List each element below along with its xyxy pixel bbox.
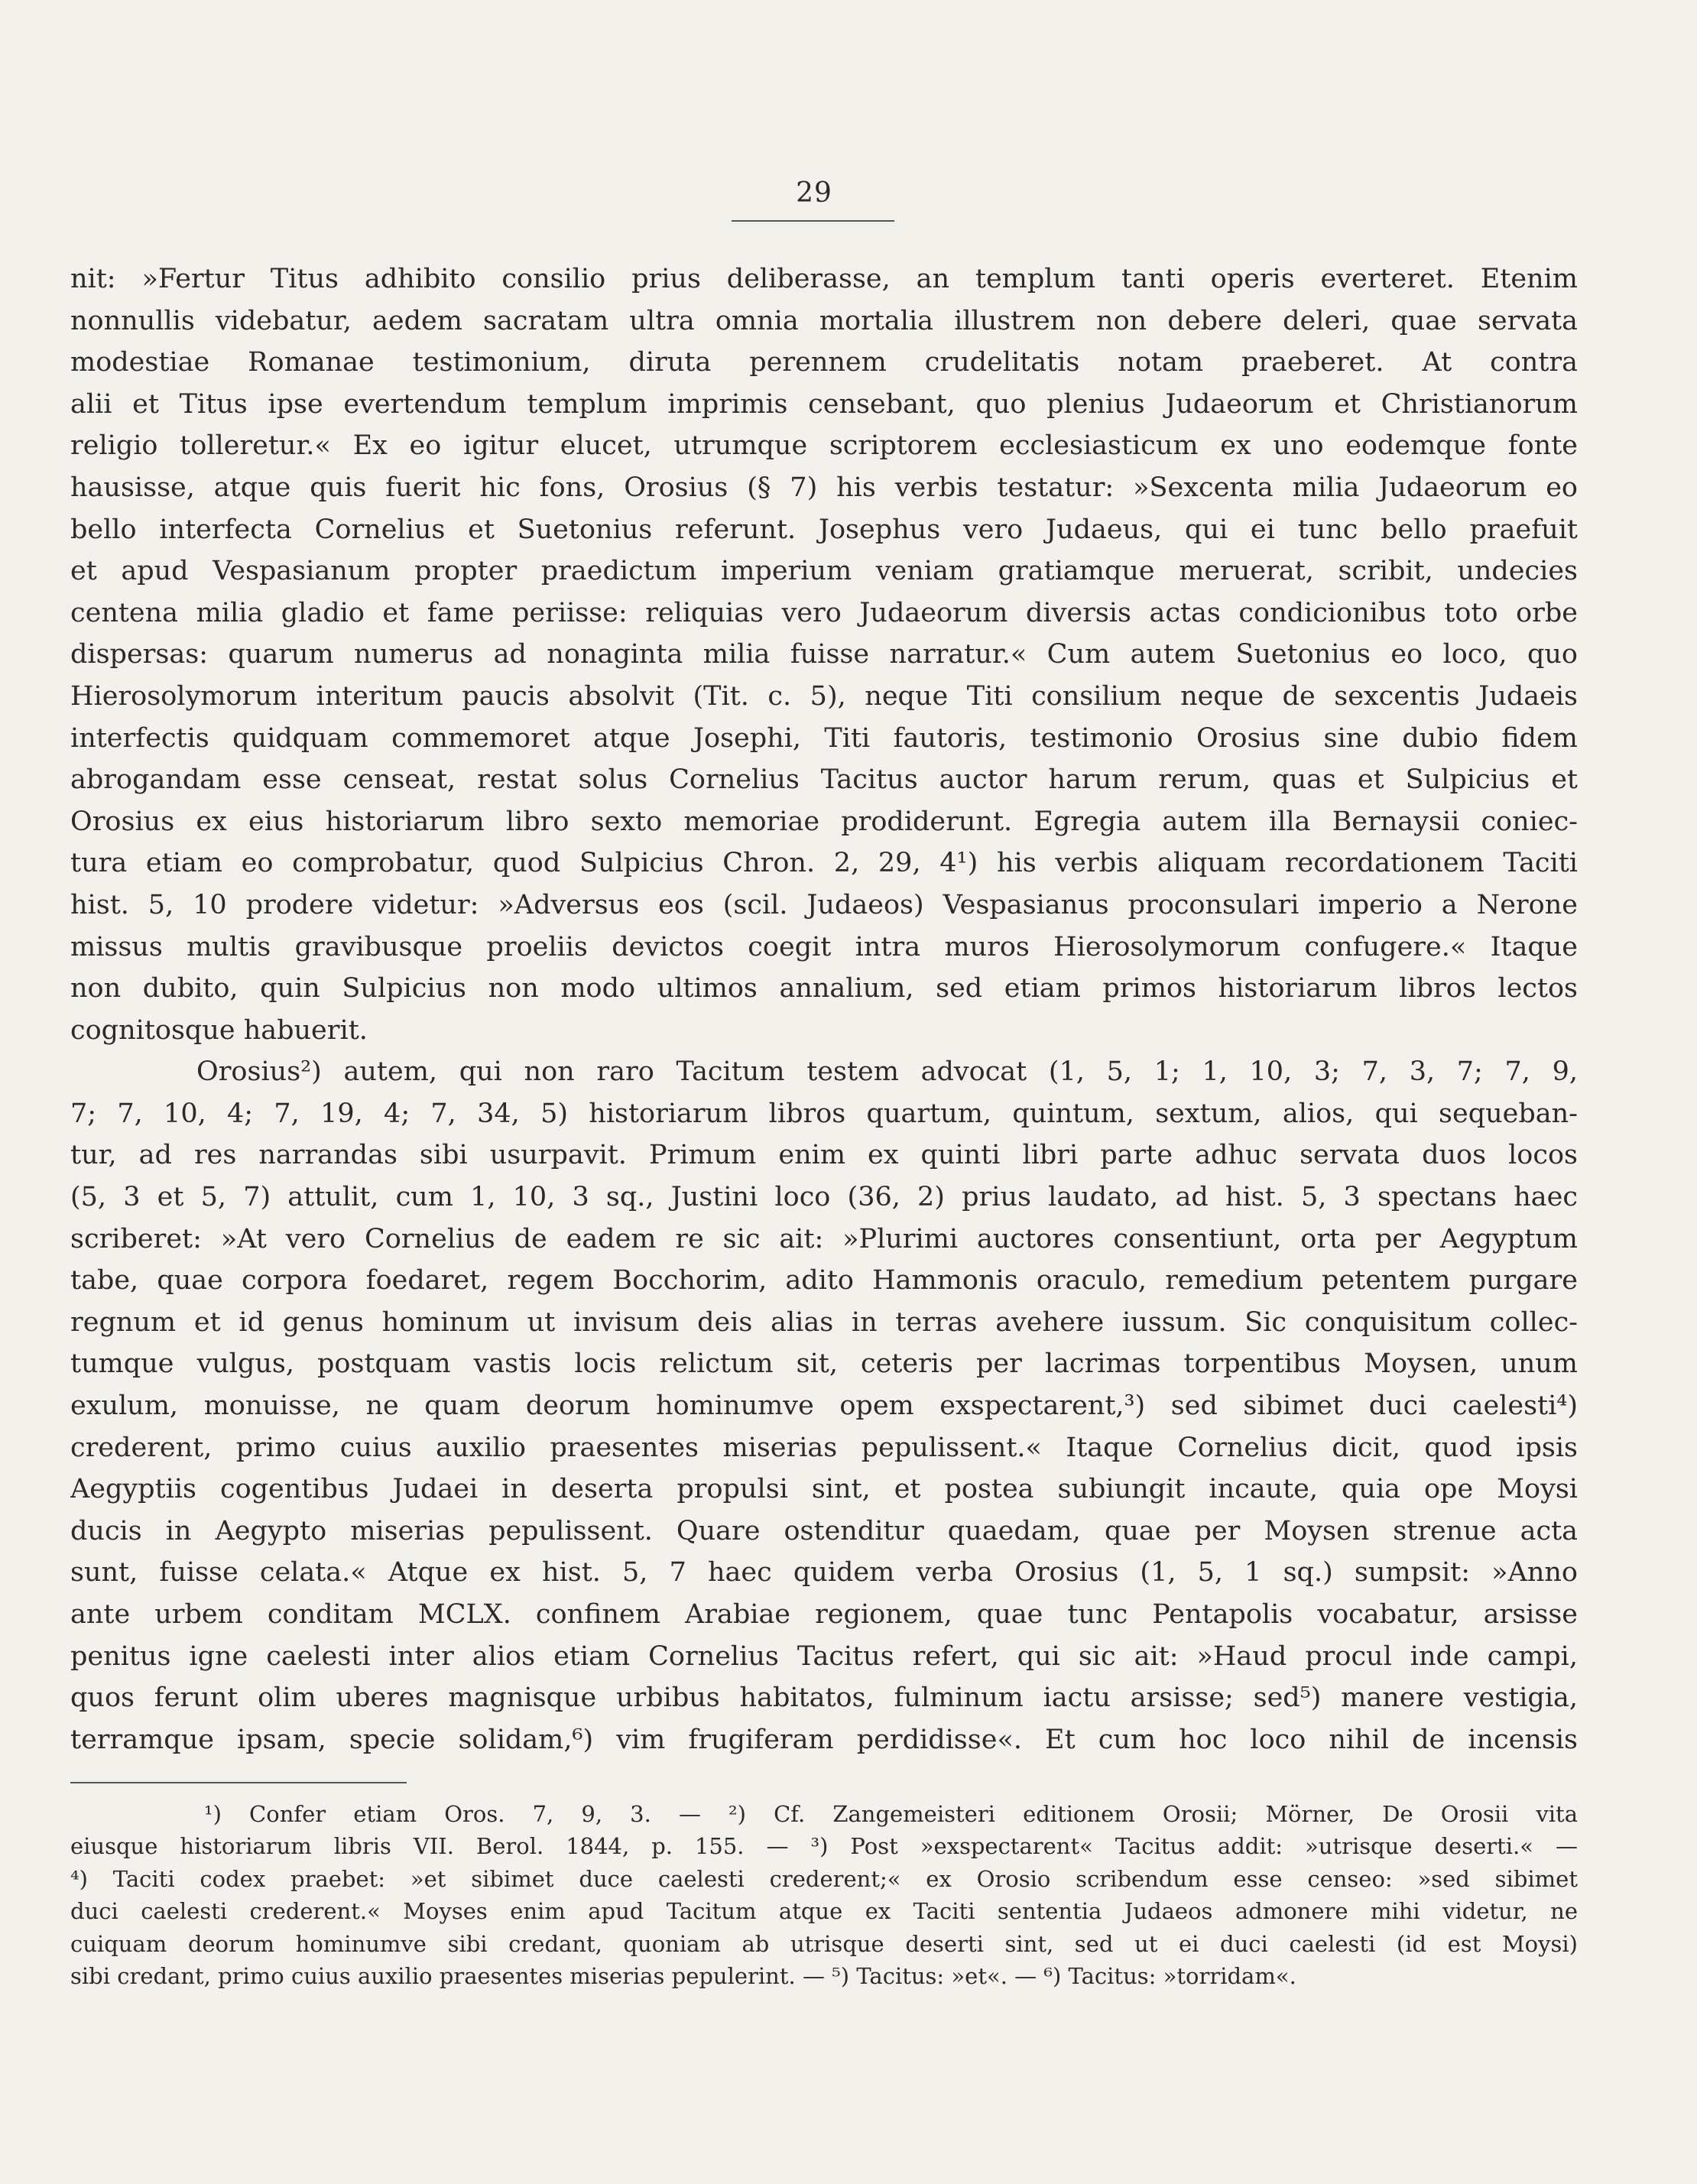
page-number: 29 [796, 177, 832, 209]
footnote-rule [70, 1782, 407, 1783]
text-line: missus multis gravibusque proeliis devictos coegit intra muros Hierosolymorum confugere.« Itaque [70, 931, 1578, 962]
text-line: terramque ipsam, specie solidam,⁶) vim frugiferam perdidisse«. Et cum hoc loco nihil de incensis [70, 1724, 1578, 1755]
text-line: alii et Titus ipse evertendum templum imprimis censebant, quo plenius Judaeorum et Christianorum [70, 388, 1578, 420]
text-line: ducis in Aegypto miserias pepulissent. Quare ostenditur quaedam, quae per Moysen strenue acta [70, 1515, 1578, 1546]
text-line: nit: »Fertur Titus adhibito consilio prius deliberasse, an templum tanti operis everteret. Etenim [70, 264, 1578, 294]
text-line: tabe, quae corpora foedaret, regem Bocchorim, adito Hammonis oraculo, remedium petentem purgare [70, 1265, 1578, 1296]
text-line: centena milia gladio et fame periisse: reliquias vero Judaeorum diversis actas condicionibus toto orbe [70, 597, 1578, 628]
text-line: Hierosolymorum interitum paucis absolvit (Tit. c. 5), neque Titi consilium neque de sexcentis Judaeis [70, 680, 1578, 712]
text-line: tur, ad res narrandas sibi usurpavit. Primum enim ex quinti libri parte adhuc servata duos locos [70, 1140, 1578, 1171]
footnote-line: ⁴) Taciti codex praebet: »et sibimet duce caelesti crederent;« ex Orosio scribendum esse censeo: »sed sibimet [70, 1865, 1578, 1892]
text-line: non dubito, quin Sulpicius non modo ultimos annalium, sed etiam primos historiarum libros lectos [70, 973, 1578, 1004]
text-line: sunt, fuisse celata.« Atque ex hist. 5, 7 haec quidem verba Orosius (1, 5, 1 sq.) sumpsit: »Anno [70, 1557, 1578, 1589]
footnote-line: cuiquam deorum hominumve sibi credant, quoniam ab utrisque deserti sint, sed ut ei duci caelesti (id est Moysi) [70, 1930, 1578, 1957]
text-line: scriberet: »At vero Cornelius de eadem re sic ait: »Plurimi auctores consentiunt, orta per Aegyptum [70, 1223, 1578, 1254]
text-line: regnum et id genus hominum ut invisum deis alias in terras avehere iussum. Sic conquisitum collec- [70, 1306, 1578, 1338]
text-line: tura etiam eo comprobatur, quod Sulpicius Chron. 2, 29, 4¹) his verbis aliquam recordationem Taciti [70, 848, 1578, 879]
text-line: dispersas: quarum numerus ad nonaginta milia fuisse narratur.« Cum autem Suetonius eo loco, quo [70, 639, 1578, 670]
text-line: exulum, monuisse, ne quam deorum hominumve opem exspectarent,³) sed sibimet duci caelesti⁴) [70, 1391, 1578, 1422]
footnote-line: eiusque historiarum libris VII. Berol. 1844, p. 155. — ³) Post »exspectarent« Tacitus addit: »utrisque deserti.« — [70, 1833, 1578, 1860]
text-line: hist. 5, 10 prodere videtur: »Adversus eos (scil. Judaeos) Vespasianus proconsulari imperio a Nerone [70, 889, 1578, 920]
text-line: religio tolleretur.« Ex eo igitur elucet, utrumque scriptorem ecclesiasticum ex uno eodemque fonte [70, 430, 1578, 462]
page-number-rule [732, 220, 894, 222]
text-line: modestiae Romanae testimonium, diruta perennem crudelitatis notam praeberet. At contra [70, 347, 1578, 378]
text-line: nonnullis videbatur, aedem sacratam ultra omnia mortalia illustrem non debere deleri, quae servata [70, 305, 1578, 336]
footnote-line: duci caelesti crederent.« Moyses enim apud Tacitum atque ex Taciti sententia Judaeos admonere mihi videtur, ne [70, 1898, 1578, 1925]
text-line: bello interfecta Cornelius et Suetonius referunt. Josephus vero Judaeus, qui ei tunc bello praefuit [70, 514, 1578, 545]
body-text [70, 258, 1578, 1761]
footnote-line: ¹) Confer etiam Oros. 7, 9, 3. — ²) Cf. Zangemeisteri editionem Orosii; Mörner, De Orosii vita [204, 1801, 1578, 1827]
text-line: penitus igne caelesti inter alios etiam Cornelius Tacitus refert, qui sic ait: »Haud procul inde campi, [70, 1640, 1578, 1672]
footnote-line: sibi credant, primo cuius auxilio praesentes miserias pepulerint. — ⁵) Tacitus: »et«. — ⁶) Tacitus: »torridam«. [70, 1962, 1296, 1989]
text-line: Aegyptiis cogentibus Judaei in deserta propulsi sint, et postea subiungit incaute, quia ope Moysi [70, 1474, 1578, 1505]
text-line: cognitosque habuerit. [70, 1014, 368, 1046]
text-line: Orosius ex eius historiarum libro sexto memoriae prodiderunt. Egregia autem illa Bernaysii coniec- [70, 806, 1578, 837]
text-line: tumque vulgus, postquam vastis locis relictum sit, ceteris per lacrimas torpentibus Moysen, unum [70, 1348, 1578, 1380]
text-line: quos ferunt olim uberes magnisque urbibus habitatos, fulminum iactu arsisse; sed⁵) manere vestigia, [70, 1683, 1578, 1714]
text-line: ante urbem conditam MCLX. confinem Arabiae regionem, quae tunc Pentapolis vocabatur, arsisse [70, 1599, 1578, 1630]
footnotes [70, 1798, 1578, 1992]
text-line: 7; 7, 10, 4; 7, 19, 4; 7, 34, 5) historiarum libros quartum, quintum, sextum, alios, qui sequeban- [70, 1098, 1578, 1129]
text-line: (5, 3 et 5, 7) attulit, cum 1, 10, 3 sq., Justini loco (36, 2) prius laudato, ad hist. 5, 3 spectans haec [70, 1182, 1578, 1213]
text-line: Orosius²) autem, qui non raro Tacitum testem advocat (1, 5, 1; 1, 10, 3; 7, 3, 7; 7, 9, [196, 1056, 1578, 1088]
text-line: abrogandam esse censeat, restat solus Cornelius Tacitus auctor harum rerum, quas et Sulpicius et [70, 764, 1578, 796]
text-line: crederent, primo cuius auxilio praesentes miserias pepulissent.« Itaque Cornelius dicit, quod ipsis [70, 1432, 1578, 1463]
text-line: hausisse, atque quis fuerit hic fons, Orosius (§ 7) his verbis testatur: »Sexcenta milia Judaeorum eo [70, 472, 1578, 503]
text-line: et apud Vespasianum propter praedictum imperium veniam gratiamque meruerat, scribit, undecies [70, 556, 1578, 587]
text-line: interfectis quidquam commemoret atque Josephi, Titi fautoris, testimonio Orosius sine dubio fidem [70, 722, 1578, 754]
